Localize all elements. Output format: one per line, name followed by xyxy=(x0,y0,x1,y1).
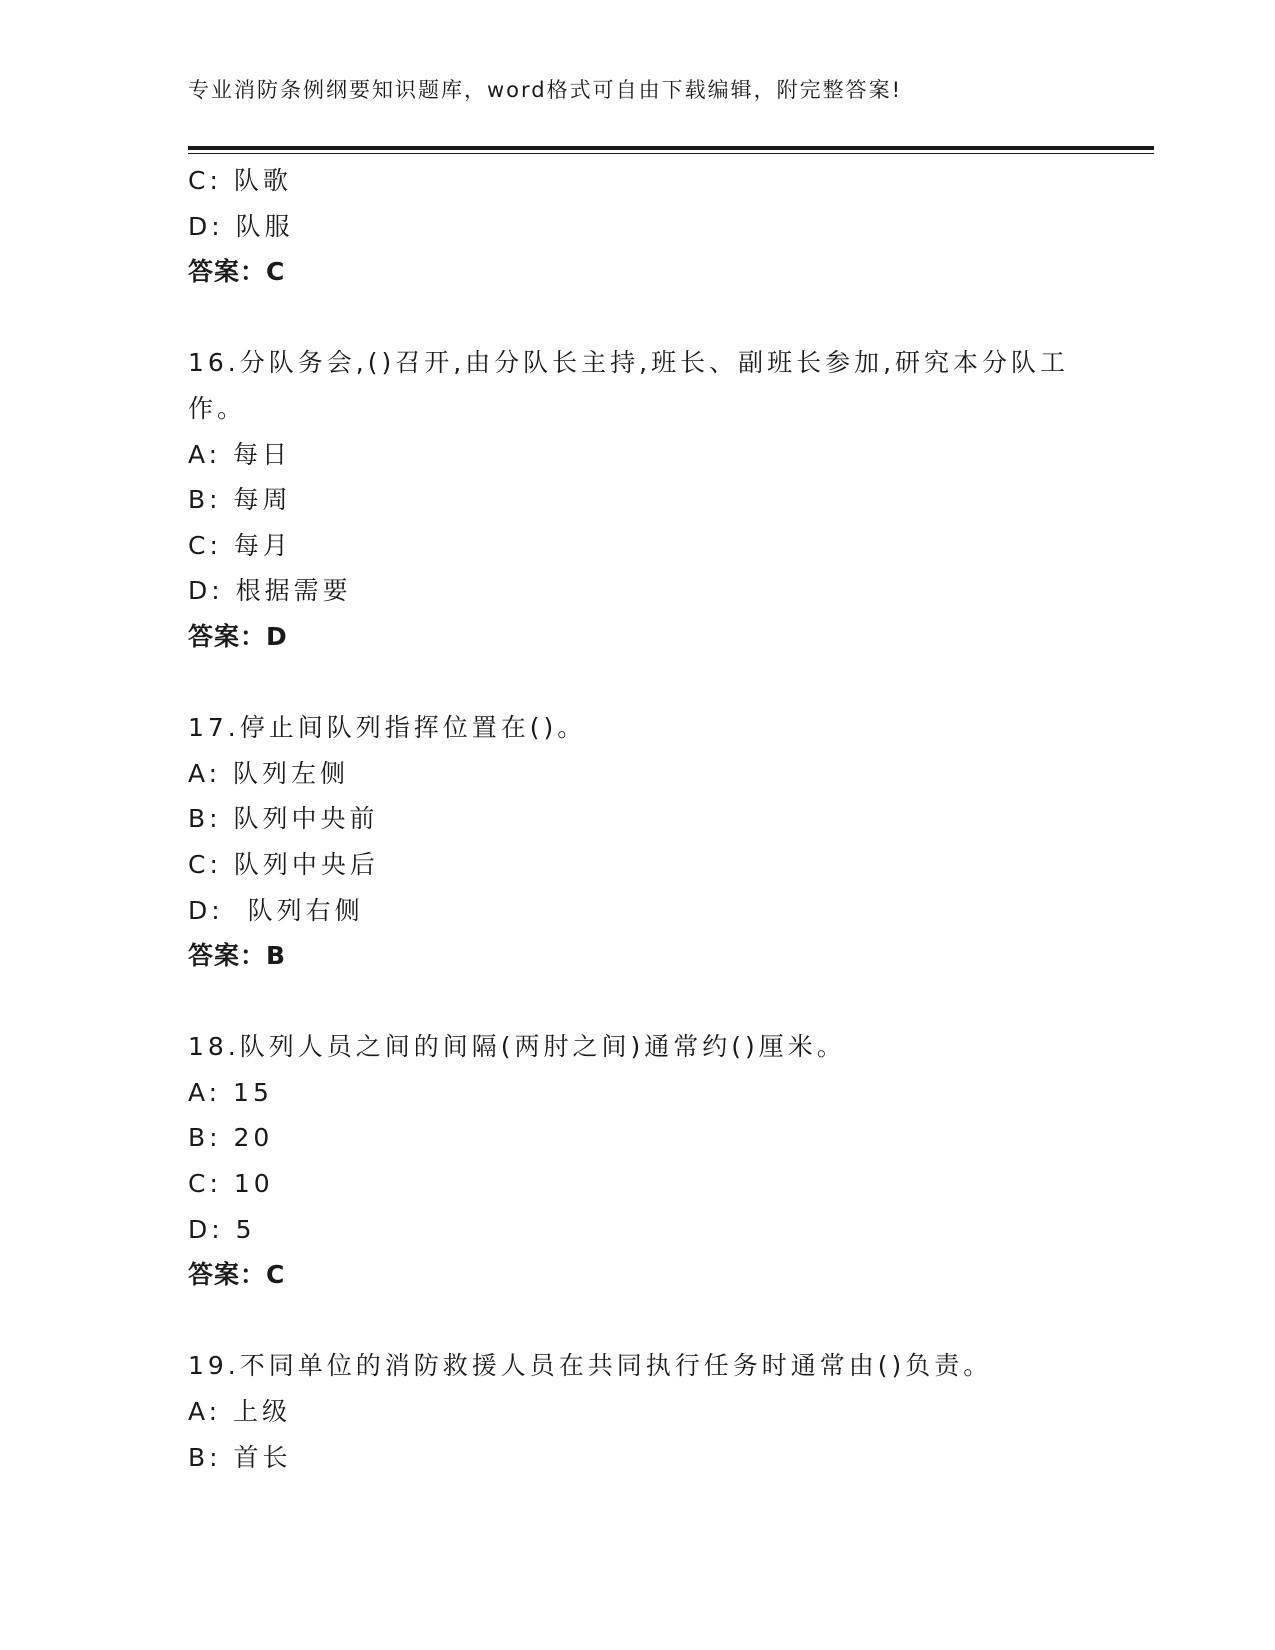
question-17-option-a: A: 队列左侧 xyxy=(188,758,350,788)
option-c: C: 队歌 xyxy=(188,166,292,195)
question-17-option-b: B: 队列中央前 xyxy=(188,804,379,834)
question-16-option-a: A: 每日 xyxy=(188,439,292,469)
question-17-stem: 17.停止间队列指挥位置在()。 xyxy=(188,713,587,743)
question-17-option-c: C: 队列中央后 xyxy=(188,849,379,879)
spacer xyxy=(188,1298,1088,1344)
question-18-option-a: A: 15 xyxy=(188,1077,273,1107)
spacer xyxy=(188,295,1088,341)
option-d: D: 队服 xyxy=(188,211,294,241)
question-18-answer: 答案：C xyxy=(188,1260,286,1290)
question-16-stem: 16.分队务会,()召开,由分队长主持,班长、副班长参加,研究本分队工作。 xyxy=(188,348,1070,423)
answer-line: 答案：C xyxy=(188,257,286,287)
question-17-option-d: D: 队列右侧 xyxy=(188,895,364,925)
page-header: 专业消防条例纲要知识题库，word格式可自由下载编辑，附完整答案! xyxy=(188,78,903,102)
question-18-option-d: D: 5 xyxy=(188,1214,256,1244)
question-16-option-c: C: 每月 xyxy=(188,530,292,560)
question-19-stem: 19.不同单位的消防救援人员在共同执行任务时通常由()负责。 xyxy=(188,1351,993,1381)
question-18-option-c: C: 10 xyxy=(188,1169,274,1199)
spacer xyxy=(188,979,1088,1025)
question-19-option-b: B: 首长 xyxy=(188,1442,292,1472)
question-18-stem: 18.队列人员之间的间隔(两肘之间)通常约()厘米。 xyxy=(188,1032,846,1062)
question-19-option-a: A: 上级 xyxy=(188,1397,292,1427)
header-rule-thick xyxy=(188,146,1154,150)
header-rule-thin xyxy=(188,153,1154,154)
question-16-option-d: D: 根据需要 xyxy=(188,576,352,606)
question-16-option-b: B: 每周 xyxy=(188,485,292,515)
question-16-answer: 答案：D xyxy=(188,621,288,651)
spacer xyxy=(188,660,1088,706)
question-17-answer: 答案：B xyxy=(188,941,287,971)
question-content xyxy=(188,158,1088,1480)
question-18-option-b: B: 20 xyxy=(188,1123,274,1153)
